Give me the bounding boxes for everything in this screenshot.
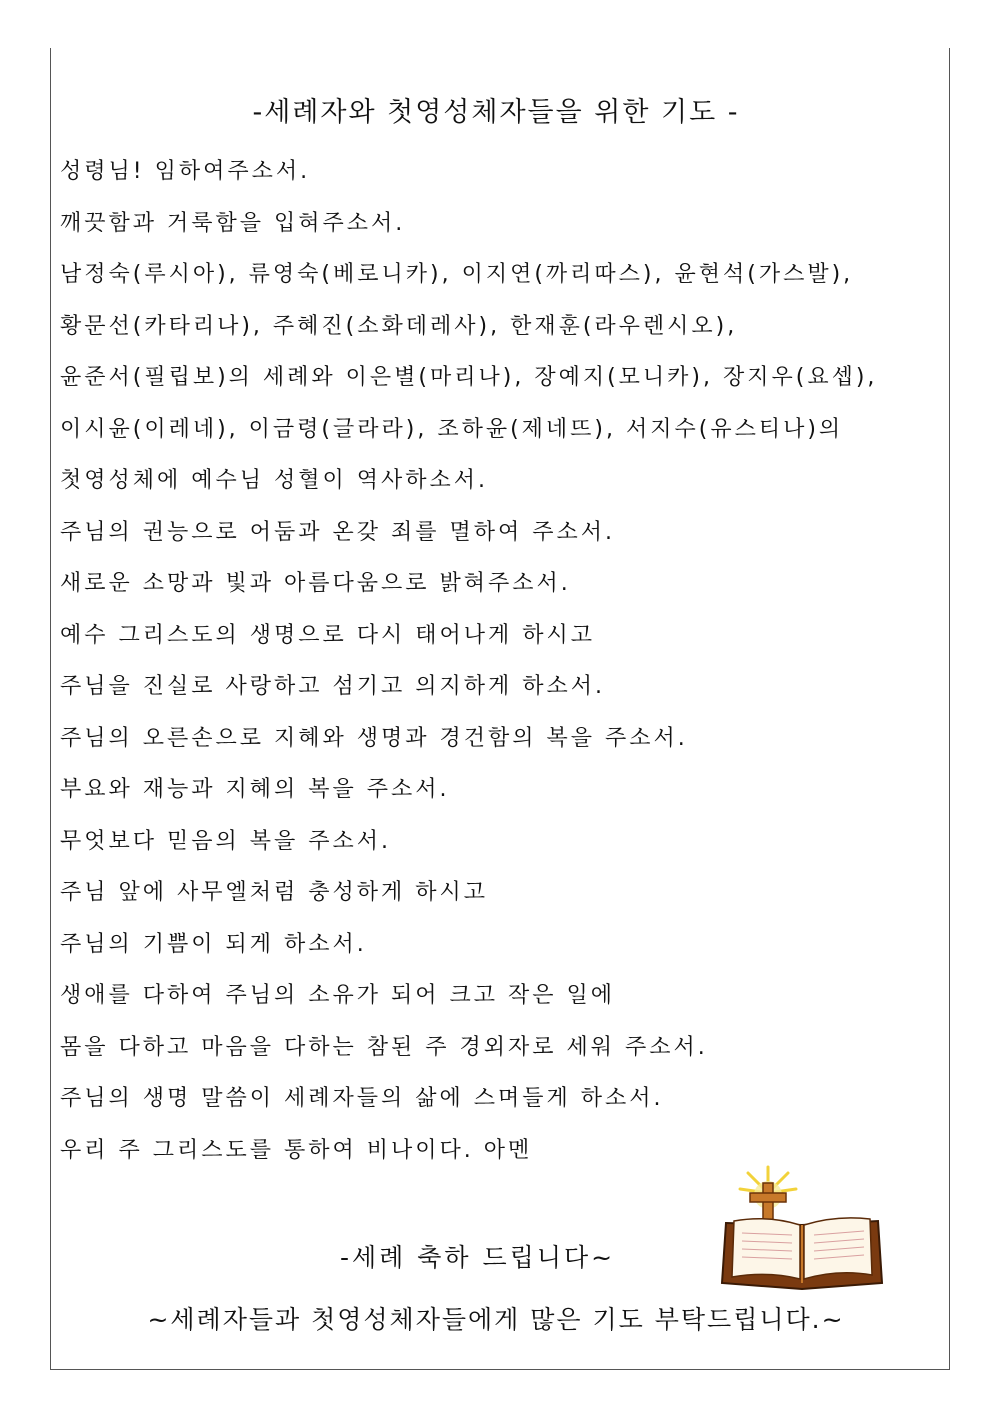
prayer-line: 몸을 다하고 마음을 다하는 참된 주 경외자로 세워 주소서. [60,1034,708,1060]
prayer-line: 새로운 소망과 빛과 아름다움으로 밝혀주소서. [60,571,571,596]
congratulations-text: -세례 축하 드립니다~ [340,1243,616,1272]
prayer-line: 주님의 기쁨이 되게 하소서. [60,931,367,957]
prayer-line: 윤준서(필립보)의 세례와 이은별(마리나), 장예지(모니카), 장지우(요셉), [60,365,878,390]
prayer-line: 남정숙(루시아), 류영숙(베로니카), 이지연(까리따스), 윤현석(가스발), [60,262,854,287]
prayer-line: 예수 그리스도의 생명으로 다시 태어나게 하시고 [60,622,596,648]
prayer-line: 우리 주 그리스도를 통하여 비나이다. 아멘 [60,1137,533,1163]
prayer-line: 주님의 생명 말씀이 세례자들의 삶에 스며들게 하소서. [60,1086,664,1111]
prayer-line: 주님 앞에 사무엘처럼 충성하게 하시고 [60,880,489,905]
book-right-page [804,1218,872,1279]
prayer-line: 황문선(카타리나), 주혜진(소화데레사), 한재훈(라우렌시오), [60,313,738,339]
prayer-line: 생애를 다하여 주님의 소유가 되어 크고 작은 일에 [60,983,615,1008]
prayer-line: 무엇보다 믿음의 복을 주소서. [60,828,391,854]
prayer-line: 주님을 진실로 사랑하고 섬기고 의지하게 하소서. [60,674,606,699]
prayer-line: 첫영성체에 예수님 성혈이 역사하소서. [60,468,489,493]
prayer-line: 주님의 권능으로 어둠과 온갖 죄를 멸하여 주소서. [60,519,615,545]
prayer-line: 성령님! 임하여주소서. [60,159,311,184]
prayer-body [60,150,950,1180]
prayer-line: 주님의 오른손으로 지혜와 생명과 경건함의 복을 주소서. [60,725,688,751]
prayer-line: 이시윤(이레네), 이금령(글라라), 조하윤(제네뜨), 서지수(유스티나)의 [60,416,844,442]
bible-with-cross-icon [718,1165,886,1290]
prayer-line: 부요와 재능과 지혜의 복을 주소서. [60,777,450,802]
prayer-title: -세례자와 첫영성체자들을 위한 기도 - [252,97,740,128]
prayer-request-text: ~세례자들과 첫영성체자들에게 많은 기도 부탁드립니다.~ [147,1305,845,1334]
prayer-line: 깨끗함과 거룩함을 입혀주소서. [60,210,406,236]
